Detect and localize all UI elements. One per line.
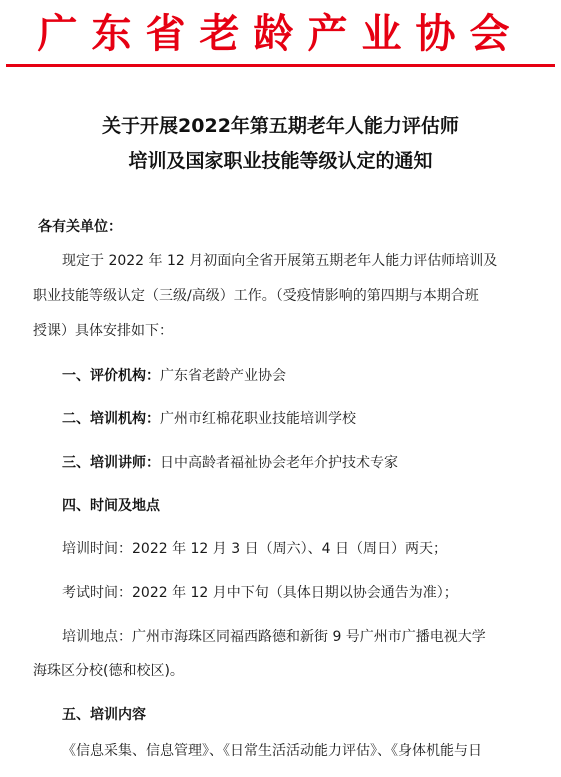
letterhead-org-name: 广东省老龄产业协会	[37, 10, 524, 57]
section-heading: 二、培训机构：	[62, 411, 160, 427]
section-lecturer	[62, 452, 561, 472]
section-value: 广东省老龄产业协会	[160, 368, 286, 384]
section-evaluation-org	[62, 365, 561, 385]
section-heading: 三、培训讲师：	[62, 455, 160, 471]
notice-title-line1: 关于开展2022年第五期老年人能力评估师	[102, 115, 459, 137]
intro-line: 授课）具体安排如下：	[33, 323, 173, 339]
exam-time: 考试时间：2022 年 12 月中下旬（具体日期以协会通告为准）；	[62, 585, 458, 601]
letterhead-red-rule	[6, 64, 555, 67]
section-time-location-heading: 四、时间及地点	[62, 498, 160, 514]
section-value: 日中高龄者福祉协会老年介护技术专家	[160, 455, 398, 471]
training-time: 培训时间：2022 年 12 月 3 日（周六）、4 日（周日）两天；	[62, 541, 447, 557]
section-training-org	[62, 408, 561, 428]
training-location: 培训地点：广州市海珠区同福西路德和新街 9 号广州市广播电视大学	[62, 629, 486, 645]
notice-title-line2: 培训及国家职业技能等级认定的通知	[128, 150, 433, 172]
section-value: 广州市红棉花职业技能培训学校	[160, 411, 356, 427]
section-heading: 一、评价机构：	[62, 368, 160, 384]
section-content-heading: 五、培训内容	[62, 707, 146, 723]
intro-line: 现定于 2022 年 12 月初面向全省开展第五期老年人能力评估师培训及	[62, 253, 498, 269]
intro-line: 职业技能等级认定（三级/高级）工作。（受疫情影响的第四期与本期合班	[33, 288, 479, 304]
training-content-line: 《信息采集、信息管理》、《日常生活活动能力评估》、《身体机能与日	[62, 743, 482, 759]
salutation: 各有关单位：	[38, 219, 122, 235]
training-location: 海珠区分校(德和校区)。	[33, 663, 184, 679]
